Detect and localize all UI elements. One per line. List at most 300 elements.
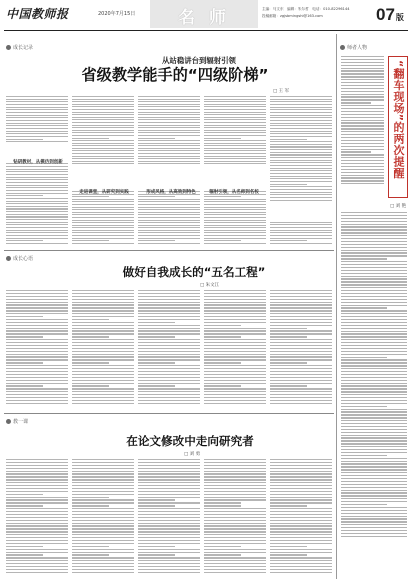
body-text-line	[341, 177, 384, 178]
body-text-line	[72, 543, 134, 544]
body-text-line	[270, 473, 332, 474]
body-text-line	[138, 316, 200, 317]
body-text-line	[72, 385, 109, 386]
body-text-line	[341, 359, 407, 360]
body-text-line	[270, 482, 332, 483]
column-tag-icon	[6, 256, 11, 261]
body-text-line	[72, 563, 134, 564]
body-text-line	[6, 150, 68, 155]
body-text-line	[341, 166, 384, 167]
body-text-line	[270, 554, 307, 555]
body-text-line	[6, 554, 43, 555]
body-text-line	[72, 140, 134, 141]
body-text-line	[341, 498, 407, 499]
body-text-line	[270, 152, 332, 153]
body-text-line	[6, 125, 68, 126]
body-text-line	[341, 229, 407, 230]
body-text-line	[341, 212, 407, 213]
body-text-line	[341, 484, 407, 485]
body-text-line	[6, 235, 68, 236]
body-text-line	[6, 208, 68, 209]
body-text-line	[72, 132, 134, 133]
body-text-line	[72, 534, 134, 535]
body-text-line	[72, 502, 134, 503]
body-text-line	[204, 112, 266, 113]
body-text-line	[6, 112, 68, 113]
body-text-line	[341, 440, 407, 441]
body-text-line	[270, 307, 332, 308]
body-text-line	[341, 310, 407, 311]
body-text-line	[138, 517, 200, 518]
body-text-line	[72, 150, 134, 151]
body-text-line	[270, 197, 332, 198]
body-text-line	[138, 497, 200, 498]
body-text-line	[204, 302, 266, 303]
body-text-line	[270, 377, 332, 378]
body-text-line	[204, 482, 266, 483]
body-text-line	[138, 488, 200, 489]
body-text-line	[6, 514, 68, 515]
body-text-line	[138, 380, 200, 381]
body-text-line	[341, 437, 407, 438]
body-text-line	[6, 525, 68, 526]
body-text-line	[270, 96, 332, 97]
body-text-line	[204, 217, 266, 218]
body-text-line	[138, 112, 200, 113]
body-text-line	[204, 508, 266, 509]
body-text-line	[204, 135, 266, 136]
body-text-line	[138, 212, 200, 213]
body-text-line	[341, 94, 384, 95]
body-text-line	[270, 319, 332, 320]
body-text-line	[204, 400, 266, 401]
body-text-line	[204, 368, 266, 369]
body-text-line	[6, 174, 68, 175]
body-text-line	[6, 169, 68, 170]
body-text-line	[204, 310, 266, 311]
body-text-line	[270, 339, 332, 340]
body-text-line	[341, 394, 407, 395]
article-1-subhead-3: 形成风格，从高效到特色	[146, 190, 196, 195]
body-text-line	[72, 333, 134, 334]
article-1-bottom-rule	[4, 250, 334, 251]
editor-email: 投稿邮箱：zgjsbmingshi@163.com	[262, 14, 323, 18]
body-text-line	[6, 128, 68, 129]
paper-logo: 中国教师报	[6, 7, 69, 21]
sidebar-column-tag: 师者人物	[340, 44, 367, 51]
body-text-line	[204, 214, 266, 215]
body-text-line	[341, 411, 407, 412]
body-text-line	[72, 163, 134, 164]
body-text-line	[204, 319, 266, 320]
body-text-line	[6, 491, 68, 492]
body-text-line	[6, 190, 68, 191]
body-text-line	[341, 452, 407, 453]
body-text-line	[341, 111, 384, 112]
body-text-line	[138, 125, 200, 126]
body-text-line	[6, 296, 68, 297]
body-text-line	[270, 109, 332, 110]
article-1-col-2	[72, 96, 134, 244]
column-tag-icon	[6, 45, 11, 50]
body-text-line	[138, 549, 200, 550]
body-text-line	[72, 471, 134, 472]
body-text-line	[72, 99, 134, 100]
body-text-line	[204, 307, 266, 308]
body-text-line	[72, 127, 134, 128]
body-text-line	[204, 109, 266, 110]
body-text-line	[341, 160, 384, 161]
body-text-line	[6, 348, 68, 349]
body-text-line	[138, 377, 200, 378]
article-3-title: 在论文修改中走向研究者	[126, 434, 254, 448]
body-text-line	[341, 348, 407, 349]
body-text-line	[204, 362, 241, 363]
body-text-line	[138, 471, 200, 472]
body-text-line	[270, 462, 332, 463]
body-text-line	[341, 102, 371, 103]
body-text-line	[204, 313, 266, 314]
body-text-line	[72, 172, 134, 177]
body-text-line	[72, 511, 134, 512]
column-tag-icon	[340, 45, 345, 50]
body-text-line	[6, 494, 43, 495]
body-text-line	[72, 214, 134, 215]
body-text-line	[270, 359, 332, 360]
body-text-line	[72, 96, 134, 97]
body-text-line	[204, 388, 266, 389]
body-text-line	[204, 145, 266, 146]
body-text-line	[72, 549, 134, 550]
body-text-line	[72, 307, 134, 308]
body-text-line	[270, 123, 332, 124]
article-1-subhead-1: 钻研教材，从模仿到创新	[13, 160, 63, 165]
body-text-line	[341, 426, 407, 427]
body-text-line	[204, 514, 266, 515]
body-text-line	[204, 238, 266, 239]
body-text-line	[270, 173, 332, 174]
body-text-line	[138, 220, 200, 221]
body-text-line	[270, 511, 332, 512]
body-text-line	[6, 365, 68, 366]
body-text-line	[72, 130, 134, 131]
body-text-line	[270, 485, 332, 486]
body-text-line	[204, 117, 266, 118]
body-text-line	[270, 394, 332, 395]
body-text-line	[138, 319, 200, 320]
body-text-line	[138, 204, 200, 205]
body-text-line	[204, 479, 266, 480]
body-text-line	[341, 313, 407, 314]
body-text-line	[270, 178, 332, 179]
body-text-line	[341, 270, 407, 271]
body-text-line	[270, 523, 332, 524]
body-text-line	[6, 517, 68, 518]
body-text-line	[72, 232, 134, 233]
body-text-line	[270, 235, 332, 236]
body-text-line	[72, 156, 134, 157]
body-text-line	[341, 510, 407, 511]
article-1-subhead-4: 辐射引领，从名师到名校	[209, 190, 259, 195]
article-1-body	[6, 96, 332, 244]
body-text-line	[138, 345, 200, 346]
body-text-line	[204, 212, 266, 213]
body-text-line	[341, 117, 384, 118]
body-text-line	[72, 359, 134, 360]
section-label: 名 师	[178, 8, 230, 28]
body-text-line	[270, 230, 332, 231]
sidebar-byline: □ 刘 艳	[390, 204, 407, 209]
body-text-line	[341, 466, 407, 467]
body-text-line	[204, 371, 266, 372]
body-text-line	[6, 302, 68, 303]
body-text-line	[72, 240, 109, 241]
body-text-line	[341, 518, 407, 519]
body-text-line	[72, 459, 134, 460]
body-text-line	[6, 177, 68, 178]
body-text-line	[138, 546, 175, 547]
body-text-line	[138, 114, 200, 115]
body-text-line	[72, 499, 134, 500]
body-text-line	[138, 109, 200, 110]
body-text-line	[341, 180, 384, 181]
body-text-line	[204, 374, 266, 375]
body-text-line	[204, 201, 266, 202]
body-text-line	[270, 569, 332, 570]
body-text-line	[72, 106, 134, 107]
body-text-line	[204, 354, 266, 355]
body-text-line	[204, 517, 266, 518]
body-text-line	[341, 336, 407, 337]
body-text-line	[204, 172, 266, 177]
body-text-line	[6, 201, 68, 202]
body-text-line	[270, 128, 332, 129]
body-text-line	[72, 362, 109, 363]
body-text-line	[138, 148, 200, 149]
body-text-line	[138, 374, 200, 375]
body-text-line	[270, 342, 332, 343]
body-text-line	[72, 319, 109, 320]
body-text-line	[72, 476, 134, 477]
body-text-line	[341, 99, 384, 100]
body-text-line	[138, 161, 200, 162]
body-text-line	[6, 534, 68, 535]
body-text-line	[270, 299, 332, 300]
body-text-line	[138, 528, 200, 529]
body-text-line	[138, 322, 175, 323]
body-text-line	[72, 125, 134, 126]
body-text-line	[341, 137, 384, 138]
body-text-line	[6, 339, 68, 340]
body-text-line	[138, 383, 200, 384]
body-text-line	[204, 465, 266, 466]
body-text-line	[6, 485, 68, 486]
body-text-line	[72, 316, 134, 317]
body-text-line	[341, 490, 407, 491]
body-text-line	[138, 330, 200, 331]
body-text-line	[6, 227, 68, 228]
body-text-line	[270, 117, 332, 118]
body-text-line	[138, 468, 200, 469]
body-text-line	[341, 463, 407, 464]
body-text-line	[341, 131, 384, 132]
body-text-line	[270, 290, 332, 291]
body-text-line	[138, 385, 175, 386]
body-text-line	[204, 243, 266, 244]
body-text-line	[204, 333, 266, 334]
body-text-line	[138, 563, 200, 564]
body-text-line	[204, 101, 266, 102]
body-text-line	[72, 377, 134, 378]
body-text-line	[138, 356, 200, 357]
body-text-line	[6, 107, 68, 108]
body-text-line	[341, 287, 407, 288]
article-1-col-1	[6, 96, 68, 244]
body-text-line	[204, 543, 266, 544]
body-text-line	[270, 131, 332, 132]
body-text-line	[270, 328, 307, 329]
body-text-line	[341, 91, 384, 92]
body-text-line	[270, 557, 332, 558]
body-text-line	[270, 368, 332, 369]
body-text-line	[6, 187, 68, 188]
body-text-line	[341, 221, 407, 222]
body-text-line	[138, 217, 200, 218]
article-2-byline: □ 朱文江	[200, 283, 220, 288]
body-text-line	[341, 224, 407, 225]
body-text-line	[6, 211, 68, 212]
body-text-line	[204, 563, 266, 564]
body-text-line	[341, 154, 384, 155]
body-text-line	[270, 351, 332, 352]
body-text-line	[204, 166, 266, 171]
body-text-line	[6, 101, 68, 102]
body-text-line	[270, 540, 332, 541]
body-text-line	[204, 235, 266, 236]
body-text-line	[341, 527, 407, 528]
body-text-line	[72, 525, 134, 526]
body-text-line	[6, 144, 68, 149]
body-text-line	[204, 365, 266, 366]
body-text-line	[341, 501, 407, 502]
body-text-line	[72, 330, 134, 331]
masthead	[0, 0, 412, 34]
body-text-line	[341, 293, 407, 294]
body-text-line	[204, 566, 266, 567]
body-text-line	[204, 523, 266, 524]
body-text-line	[204, 290, 266, 291]
body-text-line	[204, 554, 241, 555]
body-text-line	[341, 290, 407, 291]
body-text-line	[270, 296, 332, 297]
body-text-line	[72, 122, 134, 123]
body-text-line	[204, 348, 266, 349]
body-text-line	[270, 528, 332, 529]
body-text-line	[138, 122, 200, 123]
body-text-line	[341, 417, 407, 418]
body-text-line	[138, 310, 200, 311]
body-text-line	[341, 487, 407, 488]
body-text-line	[341, 235, 407, 236]
editor-line: 主编：马文东 编辑：朱尔哲 电话：010-82296144	[262, 7, 350, 11]
body-text-line	[341, 247, 407, 248]
body-text-line	[72, 117, 134, 118]
body-text-line	[341, 449, 407, 450]
body-text-line	[341, 530, 407, 531]
body-text-line	[138, 207, 200, 208]
body-text-line	[72, 514, 134, 515]
body-text-line	[6, 508, 68, 509]
body-text-line	[138, 351, 200, 352]
body-text-line	[204, 125, 266, 126]
body-text-line	[6, 238, 68, 239]
body-text-line	[341, 149, 384, 150]
body-text-line	[270, 215, 332, 220]
body-text-line	[6, 195, 43, 196]
body-text-line	[138, 214, 200, 215]
body-text-line	[72, 494, 134, 495]
body-text-line	[341, 342, 407, 343]
body-text-line	[204, 525, 266, 526]
body-text-line	[138, 534, 200, 535]
body-text-line	[72, 468, 134, 469]
body-text-line	[138, 117, 200, 118]
body-text-line	[138, 290, 200, 291]
body-text-line	[72, 217, 134, 218]
body-text-line	[6, 328, 68, 329]
article-1-col-5	[270, 96, 332, 244]
body-text-line	[270, 141, 332, 142]
sidebar-title: “翻车现场”的两次提醒	[392, 60, 405, 179]
body-text-line	[72, 528, 134, 529]
body-text-line	[341, 322, 407, 323]
body-text-line	[138, 209, 200, 210]
body-text-line	[270, 293, 332, 294]
body-text-line	[341, 443, 407, 444]
body-text-line	[341, 400, 407, 401]
body-text-line	[6, 131, 68, 132]
body-text-line	[341, 134, 384, 135]
body-text-line	[270, 107, 332, 108]
body-text-line	[270, 232, 332, 233]
body-text-line	[270, 144, 332, 145]
body-text-line	[270, 189, 332, 190]
body-text-line	[204, 497, 266, 498]
body-text-line	[341, 128, 384, 129]
body-text-line	[341, 244, 407, 245]
body-text-line	[6, 240, 43, 241]
body-text-line	[341, 388, 407, 389]
body-text-line	[6, 109, 68, 110]
body-text-line	[341, 435, 407, 436]
body-text-line	[270, 194, 332, 195]
body-text-line	[341, 273, 407, 274]
body-text-line	[72, 462, 134, 463]
body-text-line	[270, 465, 332, 466]
body-text-line	[72, 299, 134, 300]
body-text-line	[341, 305, 407, 306]
body-text-line	[6, 497, 68, 498]
body-text-line	[6, 313, 68, 314]
body-text-line	[138, 138, 175, 139]
body-text-line	[6, 133, 68, 134]
body-text-line	[138, 388, 200, 389]
body-text-line	[341, 357, 387, 358]
body-text-line	[6, 560, 68, 561]
body-text-line	[138, 307, 200, 308]
body-text-line	[6, 362, 43, 363]
body-text-line	[138, 531, 200, 532]
